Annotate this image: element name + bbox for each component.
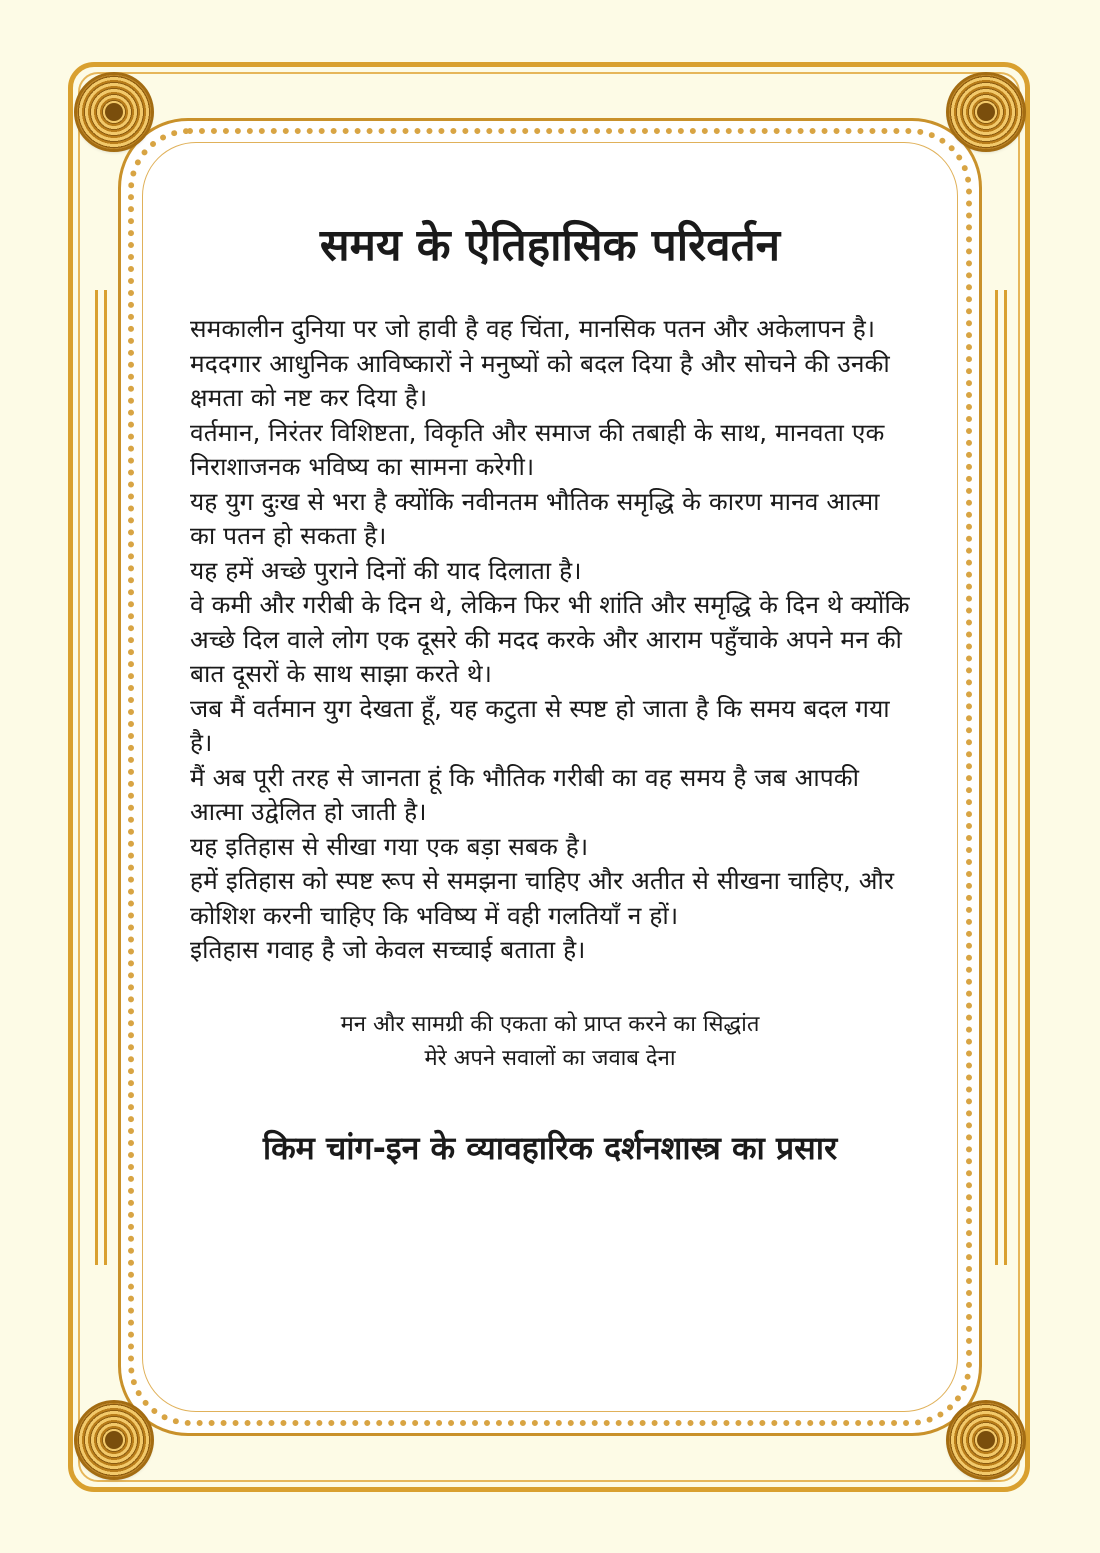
body-paragraph: मददगार आधुनिक आविष्कारों ने मनुष्यों को बदल दिया है और सोचने की उनकी क्षमता को नष्ट कर दिया है।	[190, 348, 890, 412]
body-paragraph: जब मैं वर्तमान युग देखता हूँ, यह कटुता से स्पष्ट हो जाता है कि समय बदल गया है।	[190, 693, 890, 757]
body-paragraph: इतिहास गवाह है जो केवल सच्चाई बताता है।	[190, 935, 586, 964]
subtitle-line-2: मेरे अपने सवालों का जवाब देना	[424, 1045, 676, 1071]
body-paragraph: हमें इतिहास को स्पष्ट रूप से समझना चाहिए और अतीत से सीखना चाहिए, और कोशिश करनी चाहिए कि भविष्य में वही गलतियाँ न हों।	[190, 866, 895, 930]
body-paragraph: यह इतिहास से सीखा गया एक बड़ा सबक है।	[190, 831, 589, 861]
body-paragraph: वर्तमान, निरंतर विशिष्टता, विकृति और समाज की तबाही के साथ, मानवता एक निराशाजनक भविष्य का सामना करेगी।	[190, 417, 885, 481]
corner-medallion-bottom-left	[77, 1403, 151, 1477]
right-side-line-2	[1004, 290, 1007, 1265]
footer-heading: किम चांग-इन के व्यावहारिक दर्शनशास्त्र का प्रसार	[262, 1128, 838, 1167]
document-content	[190, 210, 910, 1170]
subtitle-block	[190, 1008, 910, 1076]
left-side-line	[95, 290, 98, 1265]
corner-medallion-top-left	[77, 75, 151, 149]
body-paragraph: यह युग दुःख से भरा है क्योंकि नवीनतम भौतिक समृद्धि के कारण मानव आत्मा का पतन हो सकता है।	[190, 486, 880, 550]
document-title: समय के ऐतिहासिक परिवर्तन	[319, 220, 781, 271]
body-paragraph: मैं अब पूरी तरह से जानता हूं कि भौतिक गरीबी का वह समय है जब आपकी आत्मा उद्वेलित हो जाती है।	[190, 762, 860, 826]
corner-medallion-top-right	[949, 75, 1023, 149]
body-paragraph: समकालीन दुनिया पर जो हावी है वह चिंता, मानसिक पतन और अकेलापन है।	[190, 314, 876, 343]
body-paragraph: यह हमें अच्छे पुराने दिनों की याद दिलाता है।	[190, 555, 582, 585]
left-side-line-2	[104, 290, 107, 1265]
right-side-line	[995, 290, 998, 1265]
corner-medallion-bottom-right	[949, 1403, 1023, 1477]
subtitle-line-1: मन और सामग्री की एकता को प्राप्त करने का सिद्धांत	[340, 1011, 760, 1037]
body-paragraph: वे कमी और गरीबी के दिन थे, लेकिन फिर भी शांति और समृद्धि के दिन थे क्योंकि अच्छे दिल वाले लोग एक दूसरे की मदद करके और आराम पहुँचाके अपने मन की बात दूसरों के साथ साझा करते थे।	[190, 590, 910, 688]
